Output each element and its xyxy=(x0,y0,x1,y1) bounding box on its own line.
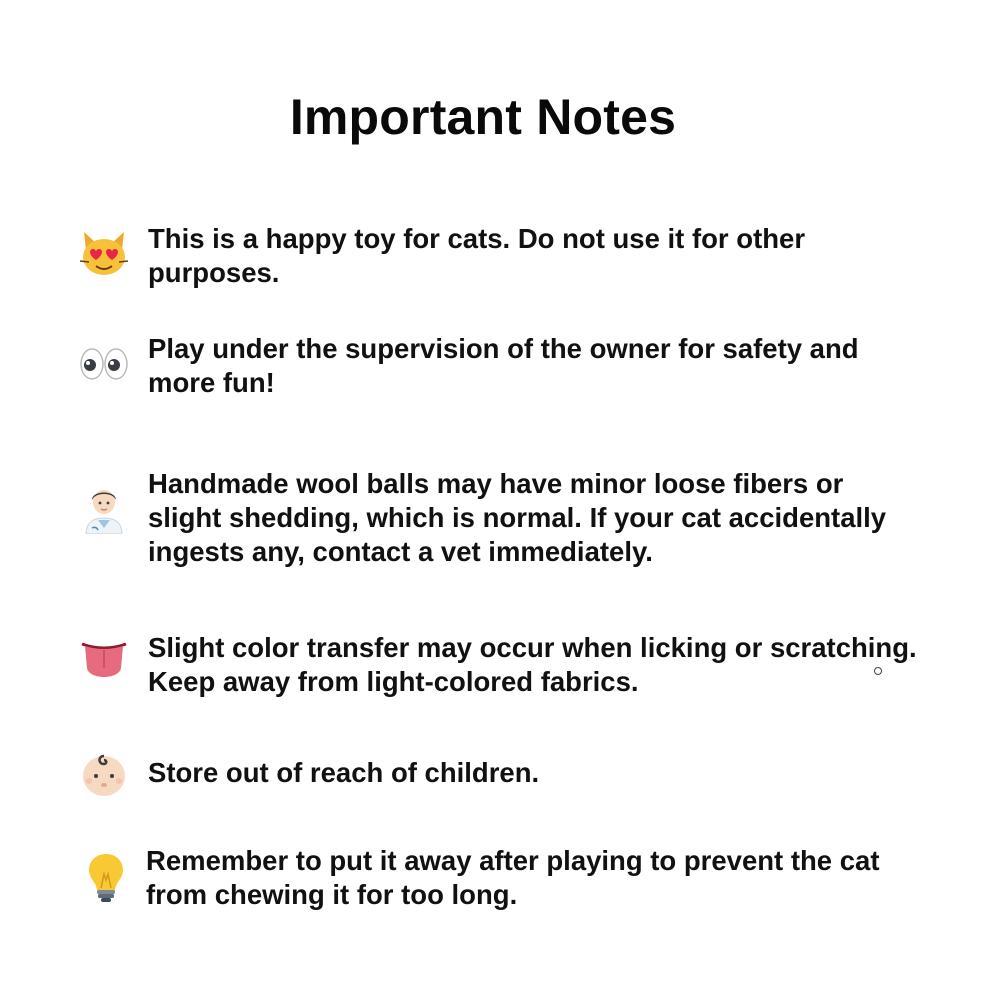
baby-icon xyxy=(78,748,130,800)
health-worker-icon xyxy=(78,482,130,534)
light-bulb-icon xyxy=(80,852,132,904)
note-text: Store out of reach of children. xyxy=(148,757,540,788)
note-text: Slight color transfer may occur when licking or scratching. Keep away from light-colored fabrics. xyxy=(148,632,917,697)
note-text: Remember to put it away after playing to prevent the cat from chewing it for too long. xyxy=(146,845,880,910)
note-text: Handmade wool balls may have minor loose fibers or slight shedding, which is normal. If your cat accidentally ingests any, contact a vet immediately. xyxy=(148,468,887,567)
note-text: Play under the supervision of the owner for safety and more fun! xyxy=(148,333,859,398)
dot-mark xyxy=(874,667,882,675)
heart-eyes-cat-icon xyxy=(78,228,130,280)
page-title: Important Notes xyxy=(289,89,677,145)
note-text: This is a happy toy for cats. Do not use it for other purposes. xyxy=(148,223,806,288)
eyes-icon xyxy=(78,338,130,390)
tongue-icon xyxy=(78,636,130,688)
